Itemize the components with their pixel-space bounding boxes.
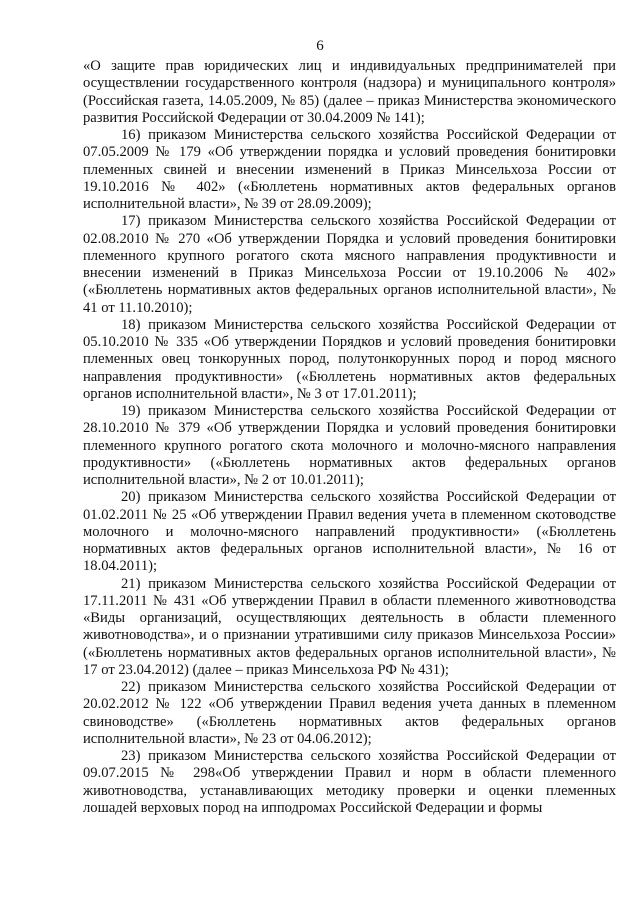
list-item-18: 18) приказом Министерства сельского хозяйства Российской Федерации от 05.10.2010 № 335 «Об утверждении Порядков и условий проведения бонитировки племенных овец тонкорунных пород, полутонкорунных пород и пород мясного направления продуктивности» («Бюллетень нормативных актов федеральных органов исполнительной власти», № 3 от 17.01.2011); <box>83 316 616 402</box>
document-body <box>83 58 616 817</box>
list-item-19: 19) приказом Министерства сельского хозяйства Российской Федерации от 28.10.2010 № 379 «Об утверждении Порядка и условий проведения бонитировки племенного крупного рогатого скота молочного и молочно-мясного направления продуктивности» («Бюллетень нормативных актов федеральных органов исполнительной власти», № 2 от 10.01.2011); <box>83 403 616 488</box>
paragraph-continuation: «О защите прав юридических лиц и индивидуальных предпринимателей при осуществлении государственного контроля (надзора) и муниципального контроля» (Российская газета, 14.05.2009, № 85) (далее – приказ Министерства экономического развития Российской Федерации от 30.04.2009 № 141); <box>83 58 616 126</box>
list-item-22: 22) приказом Министерства сельского хозяйства Российской Федерации от 20.02.2012 № 122 «Об утверждении Правил ведения учета данных в племенном свиноводстве» («Бюллетень нормативных актов федеральных органов исполнительной власти», № 23 от 04.06.2012); <box>83 679 616 747</box>
list-item-17: 17) приказом Министерства сельского хозяйства Российской Федерации от 02.08.2010 № 270 «Об утверждении Порядка и условий проведения бонитировки племенного крупного рогатого скота мясного направления продуктивности и внесении изменений в Приказ Минсельхоза России от 19.10.2006 № 402» («Бюллетень нормативных актов федеральных органов исполнительной власти», № 41 от 11.10.2010); <box>83 213 616 316</box>
list-item-21: 21) приказом Министерства сельского хозяйства Российской Федерации от 17.11.2011 № 431 «Об утверждении Правил в области племенного животноводства «Виды организаций, осуществляющих деятельность в области племенного животноводства», и о признании утратившими силу приказов Минсельхоза России» («Бюллетень нормативных актов федеральных органов исполнительной власти», № 17 от 23.04.2012) (далее – приказ Минсельхоза РФ № 431); <box>83 575 616 678</box>
list-item-20: 20) приказом Министерства сельского хозяйства Российской Федерации от 01.02.2011 № 25 «Об утверждении Правил ведения учета в племенном скотоводстве молочного и молочно-мясного направлений продуктивности» («Бюллетень нормативных актов федеральных органов исполнительной власти», № 16 от 18.04.2011); <box>83 489 616 575</box>
list-item-23: 23) приказом Министерства сельского хозяйства Российской Федерации от 09.07.2015 № 298«Об утверждении Правил и норм в области племенного животноводства, устанавливающих методику проверки и оценки племенных лошадей верховых пород на ипподромах Российской Федерации и формы <box>83 748 616 816</box>
page-number: 6 <box>316 38 324 54</box>
list-item-16: 16) приказом Министерства сельского хозяйства Российской Федерации от 07.05.2009 № 179 «Об утверждении порядка и условий проведения бонитировки племенных свиней и внесении изменений в Приказ Минсельхоза России от 19.10.2016 № 402» («Бюллетень нормативных актов федеральных органов исполнительной власти», № 39 от 28.09.2009); <box>83 127 616 212</box>
